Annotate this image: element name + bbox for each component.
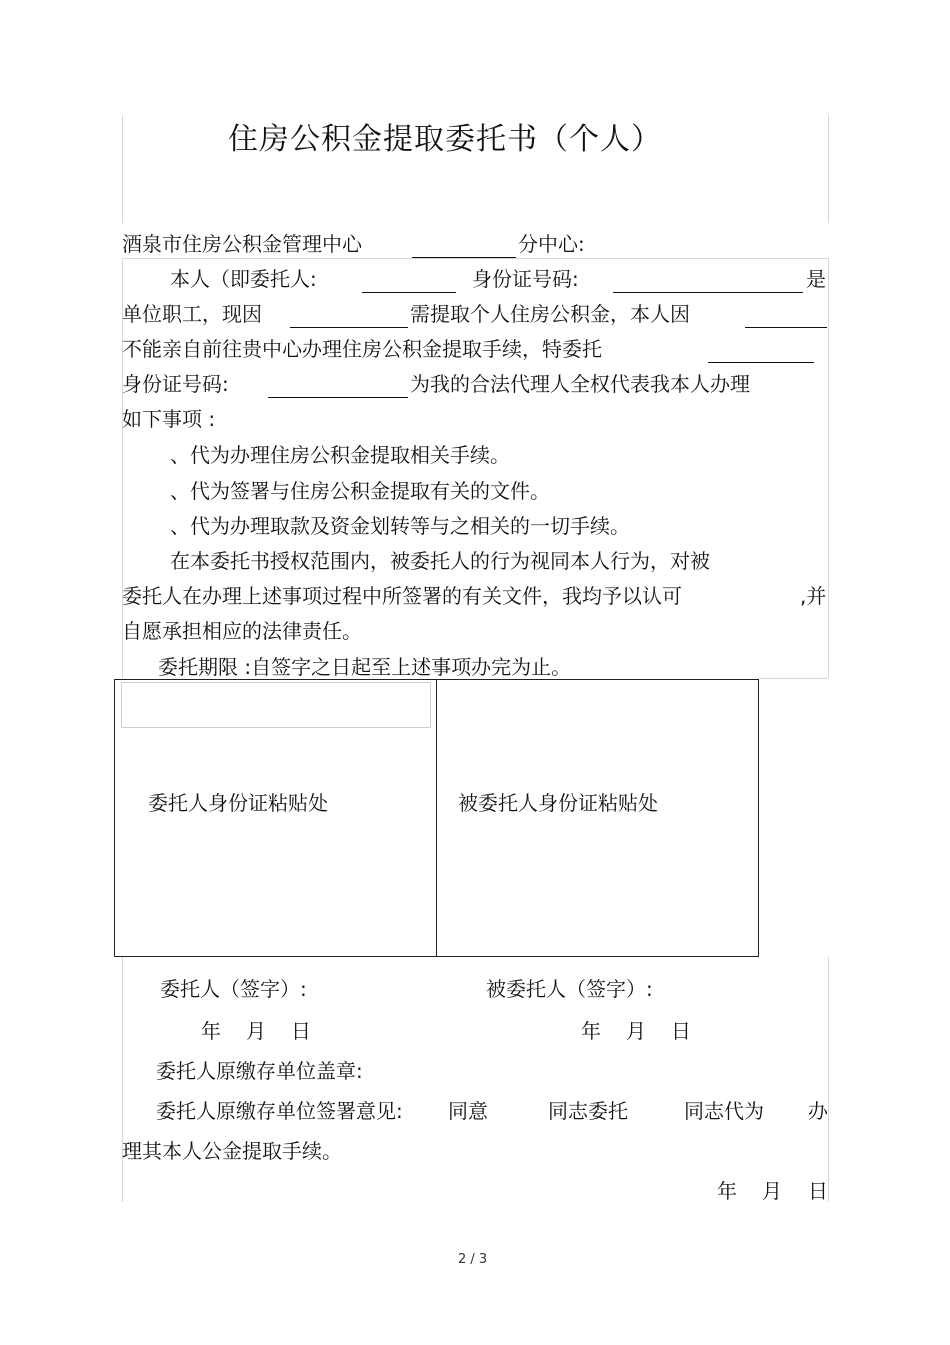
matter-item-3: 、代为办理取款及资金划转等与之相关的一切手续。 bbox=[170, 514, 630, 538]
principal-id-box-label: 委托人身份证粘贴处 bbox=[148, 791, 328, 815]
withdraw-text: 需提取个人住房公积金，本人因 bbox=[410, 302, 690, 326]
principal-date-year: 年 bbox=[201, 1019, 221, 1043]
body-frame-top bbox=[122, 258, 828, 259]
unit-seal-label: 委托人原缴存单位盖章: bbox=[156, 1059, 363, 1083]
principal-name-blank[interactable] bbox=[362, 292, 456, 293]
principal-id-label: 身份证号码: bbox=[472, 267, 579, 291]
unit-opinion-comrade-entrust: 同志委托 bbox=[548, 1099, 628, 1123]
principal-signature-label: 委托人（签字）: bbox=[160, 977, 307, 1001]
matters-heading: 如下事项 : bbox=[122, 407, 216, 431]
unit-opinion-agree: 同意 bbox=[448, 1099, 488, 1123]
agent-id-box[interactable] bbox=[436, 679, 759, 957]
agent-date-year: 年 bbox=[581, 1019, 601, 1043]
cause-blank[interactable] bbox=[745, 327, 827, 328]
page-title: 住房公积金提取委托书（个人） bbox=[228, 122, 662, 157]
title-frame-left bbox=[122, 115, 123, 223]
sign-frame-right bbox=[828, 957, 829, 1202]
sign-frame-left bbox=[122, 957, 123, 1202]
principal-id-inner-frame bbox=[121, 682, 431, 728]
scope-text-1: 在本委托书授权范围内，被委托人的行为视同本人行为，对被 bbox=[170, 549, 710, 573]
title-frame-right bbox=[828, 115, 829, 223]
term-text: 委托期限 :自签字之日起至上述事项办完为止。 bbox=[158, 655, 572, 679]
principal-id-box[interactable] bbox=[114, 679, 437, 957]
unit-opinion-label: 委托人原缴存单位签署意见: bbox=[156, 1099, 403, 1123]
reason-blank[interactable] bbox=[290, 327, 408, 328]
unit-opinion-line2: 理其本人公金提取手续。 bbox=[122, 1139, 342, 1163]
scope-text-2: 委托人在办理上述事项过程中所签署的有关文件，我均予以认可 bbox=[122, 584, 682, 608]
unit-date-year: 年 bbox=[717, 1179, 737, 1203]
matter-item-1: 、代为办理住房公积金提取相关手续。 bbox=[170, 443, 510, 467]
unit-date-month: 月 bbox=[762, 1179, 782, 1203]
addressee-center: 酒泉市住房公积金管理中心 bbox=[122, 232, 362, 256]
scope-text-3: 自愿承担相应的法律责任。 bbox=[122, 619, 362, 643]
unit-date-day: 日 bbox=[808, 1179, 828, 1203]
body-frame-right bbox=[828, 258, 829, 678]
body-frame-bottom bbox=[758, 678, 828, 679]
unit-opinion-ban: 办 bbox=[808, 1099, 828, 1123]
agent-id-box-label: 被委托人身份证粘贴处 bbox=[458, 791, 658, 815]
agent-name-blank[interactable] bbox=[708, 362, 814, 363]
scope-text-2-end: ,并 bbox=[800, 584, 827, 608]
principal-date-month: 月 bbox=[246, 1019, 266, 1043]
addressee-branch: 分中心: bbox=[518, 232, 585, 256]
agent-id-label: 身份证号码: bbox=[122, 372, 229, 396]
line1-end: 是 bbox=[806, 267, 826, 291]
agent-id-blank[interactable] bbox=[268, 397, 408, 398]
agent-signature-label: 被委托人（签字）: bbox=[486, 977, 653, 1001]
agent-date-month: 月 bbox=[626, 1019, 646, 1043]
entrust-text: 不能亲自前往贵中心办理住房公积金提取手续，特委托 bbox=[122, 337, 602, 361]
unit-label: 单位职工，现因 bbox=[122, 302, 262, 326]
principal-date-day: 日 bbox=[291, 1019, 311, 1043]
unit-opinion-comrade-act: 同志代为 bbox=[684, 1099, 764, 1123]
principal-label: 本人（即委托人: bbox=[170, 267, 317, 291]
principal-id-blank[interactable] bbox=[613, 292, 803, 293]
agent-date-day: 日 bbox=[671, 1019, 691, 1043]
matter-item-2: 、代为签署与住房公积金提取有关的文件。 bbox=[170, 479, 550, 503]
page-number: 2 / 3 bbox=[458, 1252, 488, 1267]
agent-authority-text: 为我的合法代理人全权代表我本人办理 bbox=[410, 372, 750, 396]
branch-blank[interactable] bbox=[412, 257, 516, 258]
